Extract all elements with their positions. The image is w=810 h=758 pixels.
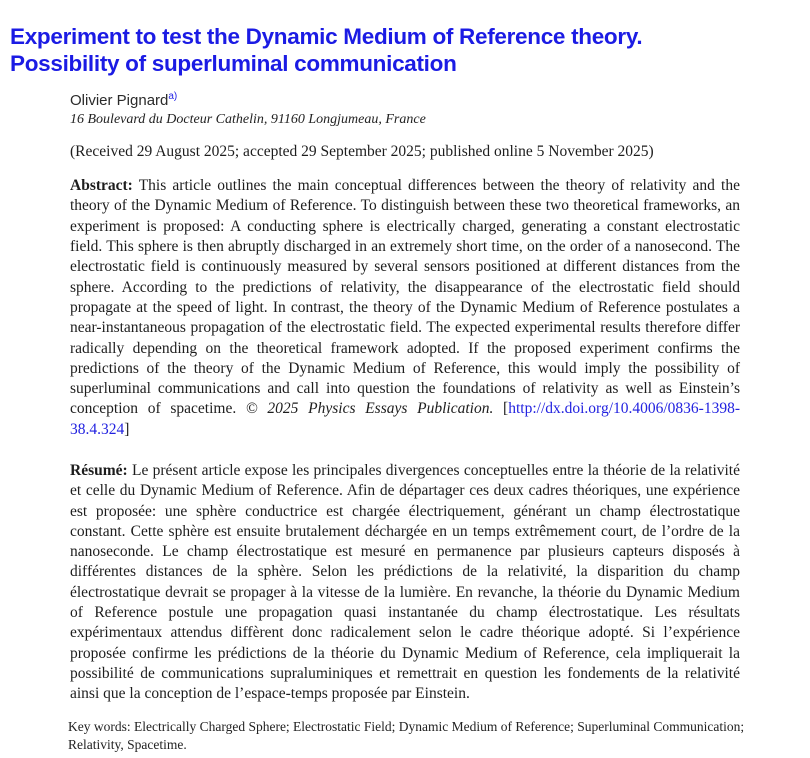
page-title-line-2: Possibility of superluminal communication [10, 51, 457, 77]
doi-bracket-open: [ [503, 400, 509, 418]
resume-paragraph [70, 461, 740, 705]
page-title-line-1: Experiment to test the Dynamic Medium of Reference theory. [10, 24, 643, 50]
author-footnote-link[interactable]: a) [168, 91, 178, 103]
received-accepted-published-line: (Received 29 August 2025; accepted 29 September 2025; published online 5 November 2025) [70, 143, 654, 161]
abstract-text: This article outlines the main conceptual differences between the theory of relativity and the theory of the Dynamic Medium of Reference. To distinguish between these two theoretical frameworks, an experiment is proposed: A conducting sphere is electrically charged, generating a constant electrostatic field. This sphere is then abruptly discharged in an extremely short time, on the order of a nanosecond. The electrostatic field is continuously measured by several sensors positioned at different distances from the sphere. According to the predictions of relativity, the disappearance of the electrostatic field should propagate at the speed of light. In contrast, the theory of the Dynamic Medium of Reference postulates a near-instantaneous propagation of the electrostatic field. The expected experimental results therefore differ radically depending on the theoretical framework adopted. If the proposed experiment confirms the predictions of the theory of the Dynamic Medium of Reference, this would imply the possibility of superluminal communications and call into question the foundations of relativity as well as Einstein’s conception of spacetime. [70, 177, 740, 418]
keywords-line: Key words: Electrically Charged Sphere; Electrostatic Field; Dynamic Medium of Reference; Superluminal Communication; Relativity, Spacetime. [68, 718, 745, 752]
doi-link[interactable]: http://dx.doi.org/10.4006/0836-1398-38.4.324 [70, 400, 740, 438]
abstract-paragraph [70, 176, 740, 440]
copyright-notice: © 2025 Physics Essays Publication. [245, 400, 494, 418]
resume-text: Le présent article expose les principales divergences conceptuelles entre la théorie de la relativité et celle du Dynamic Medium of Reference. Afin de départager ces deux cadres théoriques, une expérience est proposée: une sphère conductrice est chargée électriquement, générant un champ électrostatique constant. Cette sphère est ensuite brutalement déchargée en un temps extrêmement court, de l’ordre de la nanoseconde. Le champ électrostatique est mesuré en permanence par plusieurs capteurs disposés à différentes distances de la sphère. Selon les prédictions de la relativité, la disparition du champ électrostatique devrait se propager à la vitesse de la lumière. En revanche, la théorie du Dynamic Medium of Reference postule une propagation quasi instantanée du champ électrostatique. Les résultats expérimentaux attendus diffèrent donc radicalement selon le cadre théorique adopté. Si l’expérience proposée confirme les prédictions de la théorie du Dynamic Medium of Reference, cela impliquerait la possibilité de communications supraluminiques et remettrait en question les fondements de la relativité ainsi que la conception de l’espace-temps proposée par Einstein. [70, 461, 740, 703]
page-title [0, 15, 810, 77]
paper-header [0, 15, 810, 161]
paper-front-matter [0, 176, 810, 753]
doi-bracket-close: ] [124, 420, 130, 438]
abstract-label: Abstract: [70, 177, 133, 195]
author-affiliation: 16 Boulevard du Docteur Cathelin, 91160 Longjumeau, France [70, 112, 426, 128]
resume-label: Résumé: [70, 461, 128, 479]
author-name: Olivier Pignard [70, 92, 169, 110]
author-byline [70, 92, 810, 109]
